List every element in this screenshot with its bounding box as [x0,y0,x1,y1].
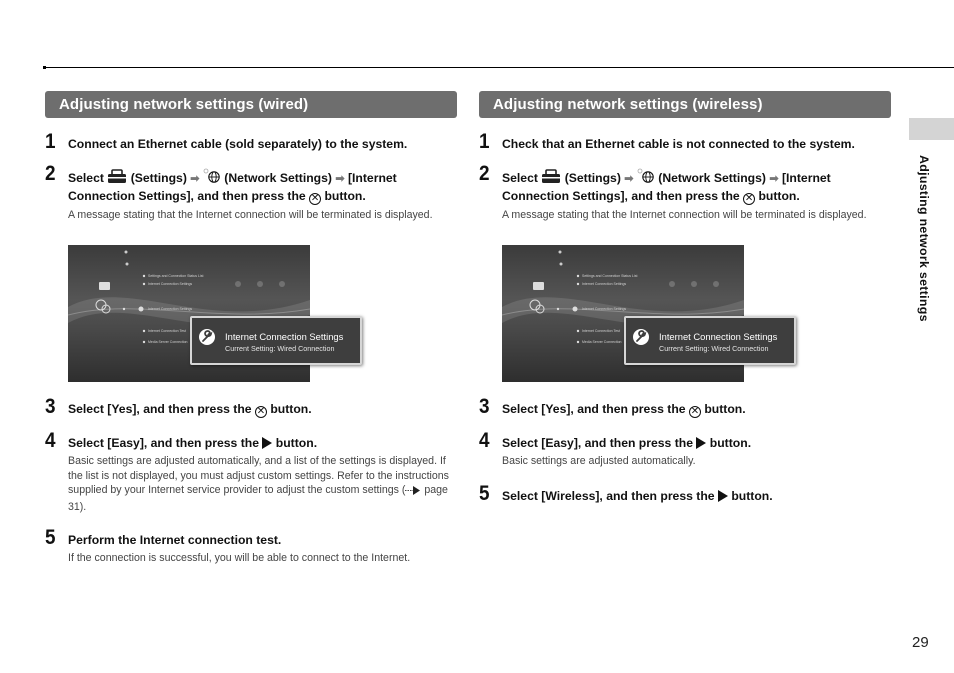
menu-item: Internet Connection Test [582,329,620,333]
step-text: (Settings) [564,171,621,185]
step-title [502,435,891,451]
popup-subtitle: Current Setting: Wired Connection [659,344,769,353]
popup-title: Internet Connection Settings [225,331,344,342]
step-text: [Internet Connection Settings], and then press the [68,171,397,203]
xmb-screenshot [502,245,778,382]
step-title [502,488,891,504]
arrow-right-icon: ➡ [190,173,200,185]
cross-button-icon: ✕ [744,193,754,204]
cross-button-icon: ✕ [310,193,320,204]
step-number: 4 [479,429,490,452]
step-text: Select [Yes], and then press the [502,402,686,416]
step-description: If the connection is successful, you will be able to connect to the Internet. [68,552,411,564]
xmb-screenshot [68,245,344,382]
page-reference-icon [405,485,421,500]
side-section-label: Adjusting network settings [917,155,931,322]
step-text: (Settings) [130,171,187,185]
menu-item: Internet Connection Settings [582,282,627,286]
step-title: Perform the Internet connection test. [68,533,282,547]
menu-item: Settings and Connection Status List [148,274,204,278]
right-triangle-icon [696,437,706,449]
step-4 [45,429,457,514]
menu-item: Internet Connection Settings [148,282,193,286]
step-5 [479,482,891,505]
step-text: Select [502,171,538,185]
cross-button-icon: ✕ [256,406,266,417]
step-description: A message stating that the Internet connection will be terminated is displayed. [68,209,433,221]
step-description [68,454,457,514]
section-title-wired: Adjusting network settings (wired) [45,91,457,118]
top-rule [44,67,954,68]
step-title [502,168,891,205]
popup-internet-connection-settings [190,316,362,365]
step-text: Select [68,171,104,185]
step-text: button. [270,402,312,416]
wrench-icon [198,328,216,351]
step-title [68,401,457,418]
step-title: Connect an Ethernet cable (sold separately) to the system. [68,137,408,151]
step-text: page 31). [68,484,448,513]
wrench-icon [632,328,650,351]
globe-icon [637,168,655,188]
toolbox-icon [541,169,561,188]
menu-item: Internet Connection Settings [582,307,627,311]
step-2 [45,162,457,223]
step-text: button. [709,436,752,450]
step-text: Select [Easy], and then press the [68,436,260,450]
section-title-wireless: Adjusting network settings (wireless) [479,91,891,118]
step-1 [479,130,891,153]
step-text: Select [Easy], and then press the [502,436,694,450]
step-description: A message stating that the Internet connection will be terminated is displayed. [502,209,867,221]
step-number: 2 [45,162,56,185]
step-text: Select [Wireless], and then press the [502,489,715,503]
step-title [68,168,457,205]
step-text: button. [758,189,800,203]
arrow-right-icon: ➡ [624,173,634,185]
menu-item: Media Server Connection [148,340,188,344]
wireless-section [479,91,891,505]
step-number: 3 [479,395,490,418]
right-triangle-icon [262,437,272,449]
step-title [502,401,891,418]
popup-internet-connection-settings [624,316,796,365]
wired-section [45,91,457,564]
step-title [68,435,457,451]
menu-item: Settings and Connection Status List [582,274,638,278]
step-1 [45,130,457,153]
step-text: button. [704,402,746,416]
step-number: 1 [479,130,490,153]
menu-item: Internet Connection Test [148,329,186,333]
step-text: Basic settings are adjusted automatically, and a list of the settings is displayed. If the list is not displayed, you must adjust custom settings. Refer to the instructions supplied by your Internet service provider to adjust the custom settings ( [68,455,449,496]
step-text: (Network Settings) [224,171,332,185]
step-title: Check that an Ethernet cable is not connected to the system. [502,137,855,151]
step-number: 3 [45,395,56,418]
step-4 [479,429,891,469]
step-number: 5 [45,526,56,549]
step-text: button. [731,489,773,503]
globe-icon [203,168,221,188]
arrow-right-icon: ➡ [769,173,779,185]
step-description: Basic settings are adjusted automatically. [502,455,696,467]
step-text: button. [324,189,366,203]
step-text: (Network Settings) [658,171,766,185]
right-triangle-icon [718,490,728,502]
arrow-right-icon: ➡ [335,173,345,185]
popup-subtitle: Current Setting: Wired Connection [225,344,335,353]
cross-button-icon: ✕ [690,406,700,417]
step-text: Select [Yes], and then press the [68,402,252,416]
page-number: 29 [912,634,929,651]
step-text: [Internet Connection Settings], and then press the [502,171,831,203]
step-number: 2 [479,162,490,185]
step-3 [45,395,457,418]
step-text: button. [275,436,318,450]
step-number: 5 [479,482,490,505]
step-number: 1 [45,130,56,153]
step-number: 4 [45,429,56,452]
menu-item: Media Server Connection [582,340,622,344]
step-3 [479,395,891,418]
side-tab-marker [909,118,954,140]
menu-item: Internet Connection Settings [148,307,193,311]
step-2 [479,162,891,223]
toolbox-icon [107,169,127,188]
step-5 [45,526,457,566]
popup-title: Internet Connection Settings [659,331,778,342]
